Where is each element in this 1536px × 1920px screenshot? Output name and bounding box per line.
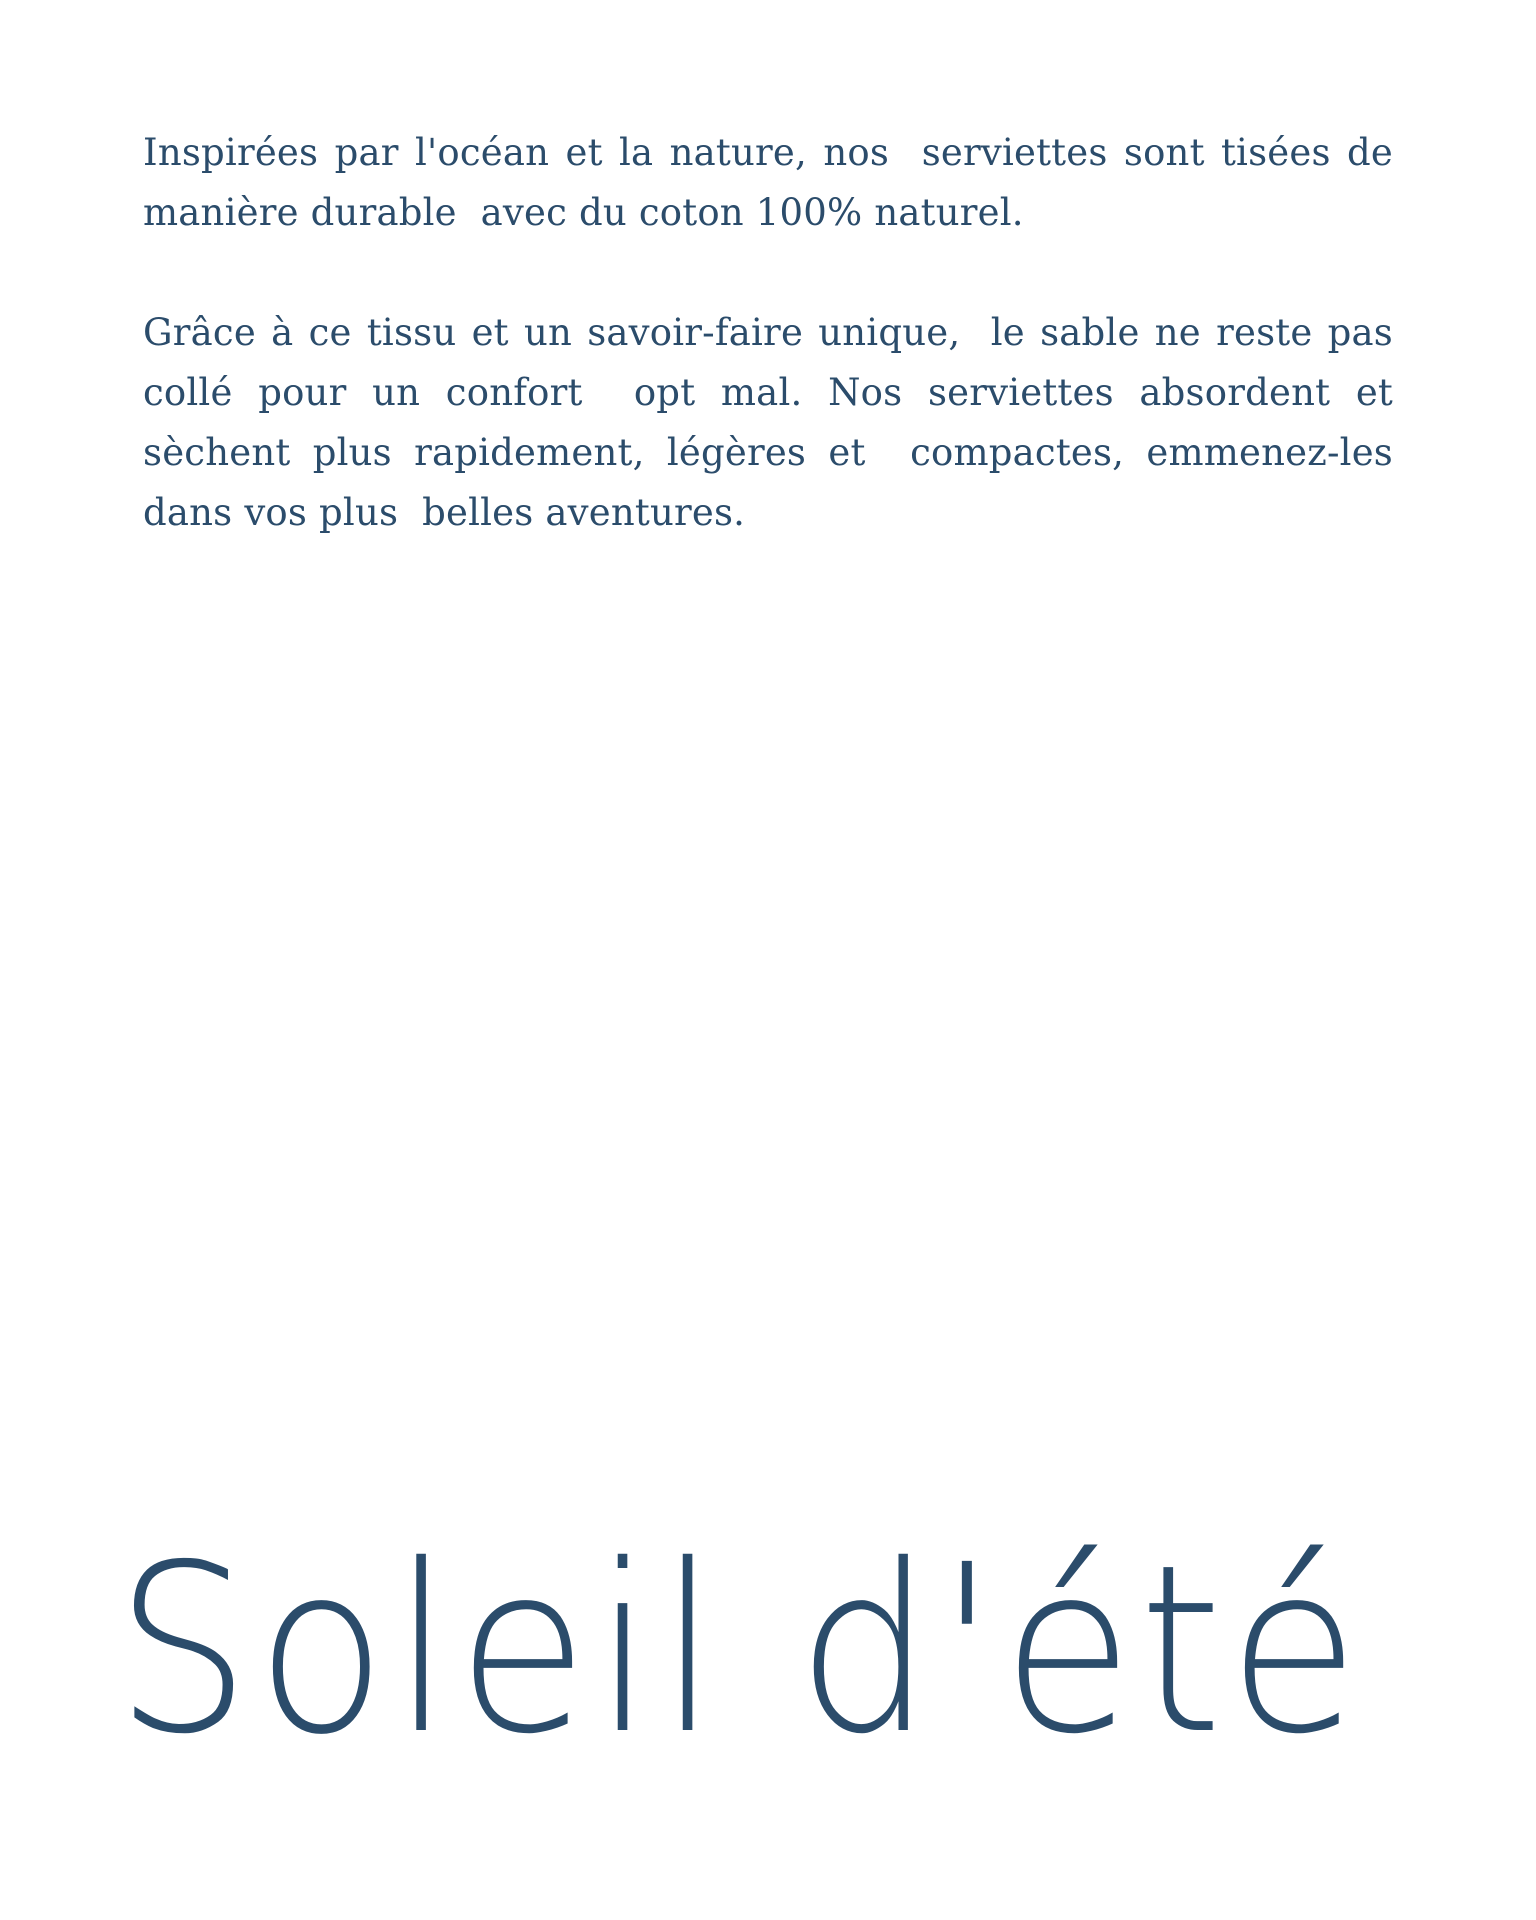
page-title: Soleil d'été: [115, 1515, 1365, 1785]
description-text: [143, 123, 1405, 543]
paragraph-intro: Inspirées par l'océan et la nature, nos serviettes sont tisées de manière durable avec du coton 100% naturel.: [143, 131, 1405, 234]
paragraph-details: Grâce à ce tissu et un savoir-faire unique, le sable ne reste pas collé pour un confort opt mal. Nos serviettes absordent et sèchent plus rapidement, légères et compactes, emmenez-les dans vos plus belles aventures.: [143, 311, 1405, 534]
